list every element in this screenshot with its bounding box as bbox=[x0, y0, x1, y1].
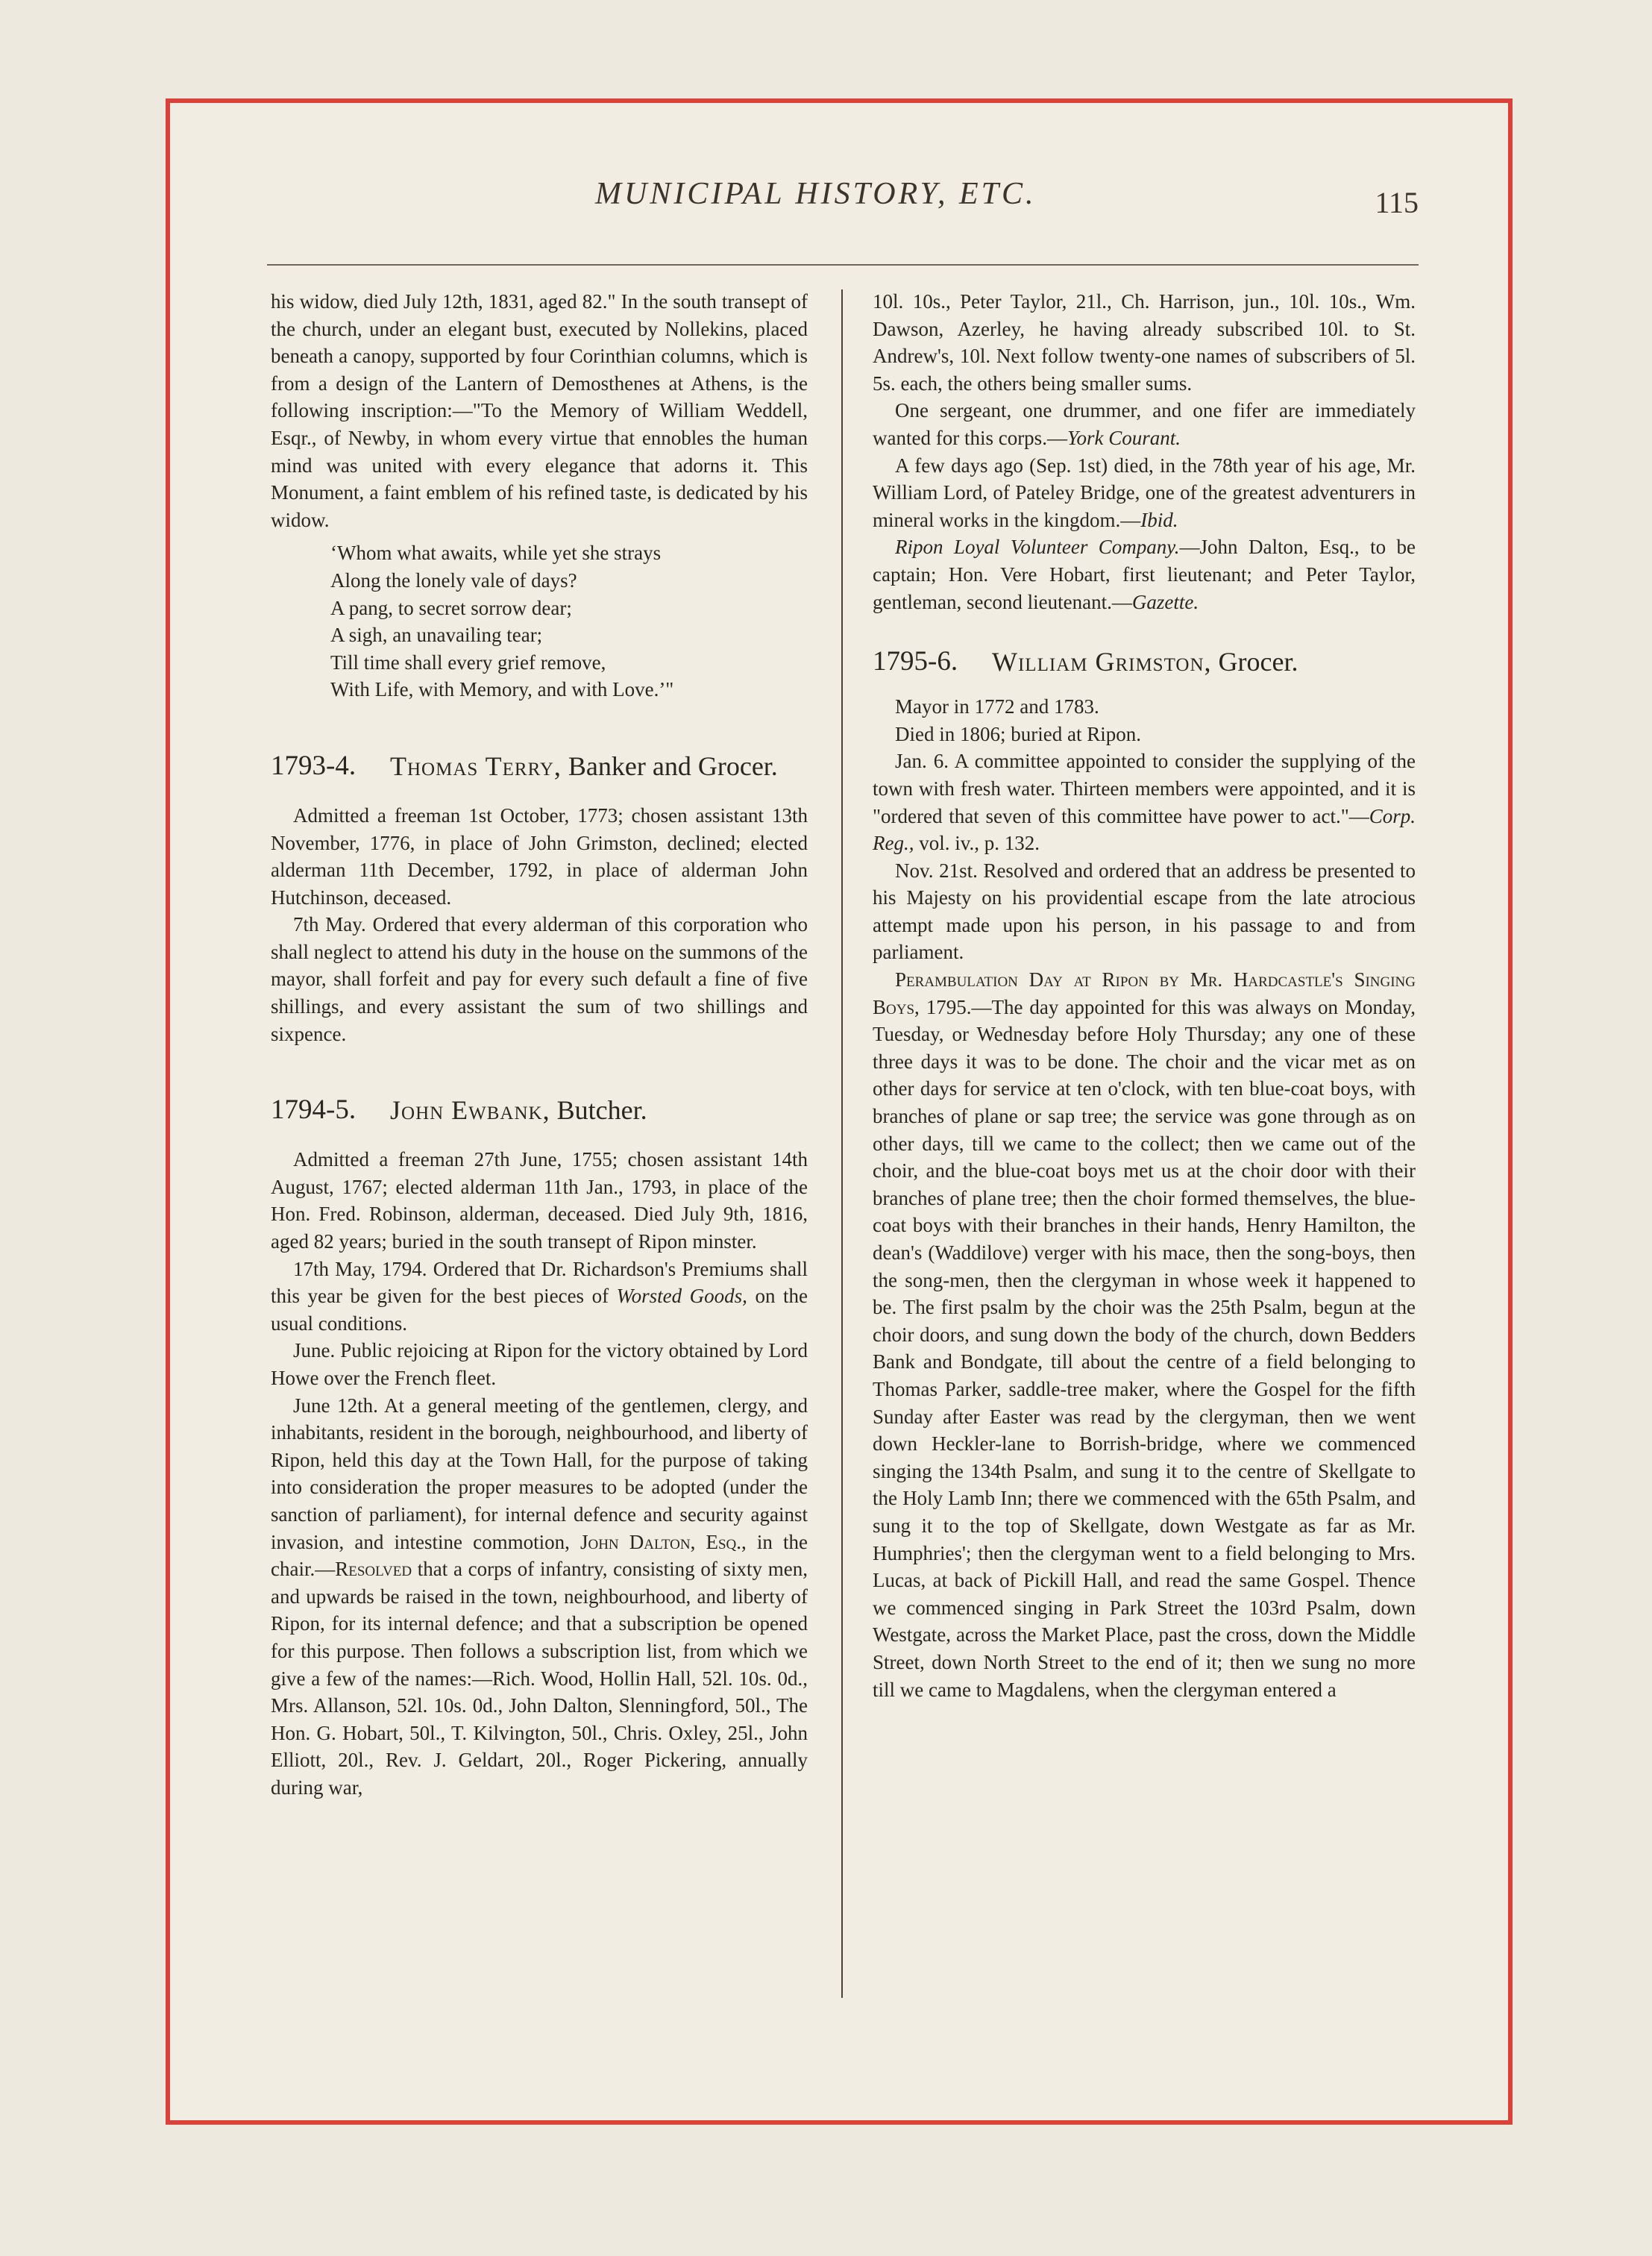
mayor-surname: William Grimston, bbox=[992, 647, 1212, 677]
source-citation: York Courant. bbox=[1067, 426, 1181, 449]
poem-line: With Life, with Memory, and with Love.’" bbox=[330, 678, 674, 701]
mayor-trade: Grocer. bbox=[1218, 647, 1298, 677]
header-rule bbox=[267, 264, 1419, 266]
mayor-surname: Thomas Terry, bbox=[390, 751, 562, 781]
page-number: 115 bbox=[1375, 186, 1419, 219]
paragraph: Nov. 21st. Resolved and ordered that an address be presented to his Majesty on his providential escape from the late atrocious attempt made upon his person, in his passage to and from parliament. bbox=[873, 859, 1416, 964]
mayor-name bbox=[390, 1094, 647, 1127]
text-run: One sergeant, one drummer, and one fifer are immediately wanted for this corps.— bbox=[873, 399, 1416, 449]
text-run: 1795.—The day appointed for this was always on Monday, Tuesday, or Wednesday before Holy Thursday; any one of these three days it was to be done. The choir and the vicar met as on other days for service at ten o'clock, with ten blue-coat boys, with branches of plane or sap tree; the service was gone through as on other days, till we came to the collect; then we came out of the choir, and the blue-coat boys met us at the choir door with their branches of plane tree; then the choir formed themselves, the blue-coat boys with their branches in their hands, Henry Hamilton, the dean's (Waddilove) verger with his mace, then the song-boys, then the song-men, then the clergyman in whose week it happened to be. The first psalm by the choir was the 25th Psalm, begun at the choir doors, and sung down the body of the church, down Bedders Bank and Bondgate, till about the centre of a field belonging to Thomas Parker, saddle-tree maker, where the Gospel for the fifth Sunday after Easter was read by the clergyman, then we went down Heckler-lane to Borrish-bridge, where we commenced singing the 134th Psalm, and sung it to the centre of Skellgate to the Holy Lamb Inn; there we commenced with the 65th Psalm, and sung it to the top of Skellgate, down Westgate as far as Mr. Humphries'; then the clergyman went to a field belonging to Mrs. Lucas, at back of Pickill Hall, and read the same Gospel. Thence we commenced singing in Park Street the 103rd Psalm, down Westgate, across the Market Place, past the cross, down the Middle Street, down North Street to the end of it; then we sung no more till we came to Magdalens, when the clergyman entered a bbox=[873, 995, 1416, 1701]
italic-text: Worsted Goods, bbox=[616, 1285, 747, 1308]
paragraph bbox=[873, 397, 1416, 451]
source-citation: Corp. Reg., bbox=[873, 804, 1416, 855]
text-run: on the usual conditions. bbox=[271, 1285, 808, 1335]
mayor-name bbox=[992, 645, 1298, 678]
paragraph: 10l. 10s., Peter Taylor, 21l., Ch. Harrison, jun., 10l. 10s., Wm. Dawson, Azerley, he having already subscribed 10l. to St. Andrew's, 10l. Next follow twenty-one names of subscribers of 5l. 5s. each, the others being smaller sums. bbox=[873, 290, 1416, 395]
poem-line: Along the lonely vale of days? bbox=[330, 568, 577, 592]
paragraph: Admitted a freeman 27th June, 1755; chosen assistant 14th August, 1767; elected alderman 11th Jan., 1793, in place of the Hon. Fred. Robinson, alderman, deceased. Died July 9th, 1816, aged 82 years; buried in the south transept of Ripon minster. bbox=[271, 1148, 808, 1253]
italic-text: Ripon Loyal Volunteer Company. bbox=[895, 536, 1180, 559]
source-citation: Ibid. bbox=[1140, 508, 1178, 531]
entry-year: 1795-6. bbox=[873, 646, 958, 677]
entry-year: 1793-4. bbox=[271, 750, 357, 781]
text-run: A few days ago (Sep. 1st) died, in the 78th year of his age, Mr. William Lord, of Pateley Bridge, one of the greatest adventurers in mineral works in the kingdom.— bbox=[873, 454, 1416, 531]
poem-line: ‘Whom what awaits, while yet she strays bbox=[330, 542, 662, 565]
paragraph: Mayor in 1772 and 1783. bbox=[895, 695, 1099, 718]
mayor-entry-heading bbox=[271, 750, 808, 783]
left-column bbox=[271, 288, 808, 1802]
text-run: Jan. 6. A committee appointed to consider the supplying of the town with fresh water. Thirteen members were appointed, and it is "ordered that seven of this committee have power to act."— bbox=[873, 750, 1416, 827]
paragraph: Admitted a freeman 1st October, 1773; chosen assistant 13th November, 1776, in place of John Grimston, declined; elected alderman 11th December, 1792, in place of alderman John Hutchinson, deceased. bbox=[271, 803, 808, 909]
mayor-entry-heading bbox=[873, 645, 1416, 678]
running-title: MUNICIPAL HISTORY, ETC. bbox=[595, 177, 1037, 211]
mayor-trade: Butcher. bbox=[556, 1095, 647, 1126]
text-run: in the chair.— bbox=[271, 1530, 808, 1581]
text-run: —John Dalton, Esq., to be captain; Hon. Vere Hobart, first lieutenant; and Peter Taylor, gentleman, second lieutenant.— bbox=[873, 536, 1416, 613]
paragraph: Died in 1806; buried at Ripon. bbox=[895, 722, 1141, 745]
text-run: June 12th. At a general meeting of the gentlemen, clergy, and inhabitants, resident in the borough, neighbourhood, and liberty of Ripon, held this day at the Town Hall, for the purpose of taking into consideration the proper measures to be adopted (under the sanction of parliament), for internal defence and security against invasion, and intestine commotion, bbox=[271, 1394, 808, 1553]
paragraph bbox=[271, 1392, 808, 1802]
source-citation: Gazette. bbox=[1131, 590, 1199, 613]
text-run: vol. iv., p. 132. bbox=[914, 832, 1040, 855]
mayor-entry-heading bbox=[271, 1094, 808, 1127]
right-column bbox=[873, 288, 1416, 1703]
column-divider bbox=[841, 289, 843, 1998]
paragraph: his widow, died July 12th, 1831, aged 82." In the south transept of the church, under an elegant bust, executed by Nollekins, placed beneath a canopy, supported by four Corinthian columns, which is from a design of the Lantern of Demosthenes at Athens, is the following inscription:—"To the Memory of William Weddell, Esqr., of Newby, in whom every virtue that ennobles the human mind was united with every elegance that adorns it. This Monument, a faint emblem of his refined taste, is dedicated by his widow. bbox=[271, 290, 808, 531]
paragraph bbox=[873, 966, 1416, 1703]
paragraph bbox=[271, 1256, 808, 1338]
small-caps-text: Perambulation Day at Ripon by Mr. Hardcastle's Singing Boys, bbox=[873, 968, 1416, 1018]
mayor-surname: John Ewbank, bbox=[390, 1095, 550, 1126]
entry-year: 1794-5. bbox=[271, 1094, 357, 1126]
small-caps-text: John Dalton, Esq., bbox=[580, 1530, 747, 1553]
poem-line: A sigh, an unavailing tear; bbox=[330, 624, 543, 647]
text-run: 17th May, 1794. Ordered that Dr. Richardson's Premiums shall this year be given for the best pieces of bbox=[271, 1257, 808, 1308]
inscription-poem bbox=[330, 539, 808, 704]
paragraph bbox=[873, 533, 1416, 615]
paragraph bbox=[873, 748, 1416, 856]
page-border bbox=[166, 98, 1513, 2125]
small-caps-text: Resolved bbox=[335, 1558, 412, 1581]
mayor-trade: Banker and Grocer. bbox=[568, 751, 778, 781]
paragraph: 7th May. Ordered that every alderman of this corporation who shall neglect to attend his duty in the house on the summons of the mayor, shall forfeit and pay for every such default a fine of five shillings, and every assistant the sum of two shillings and sixpence. bbox=[271, 913, 808, 1045]
running-head bbox=[170, 176, 1508, 221]
paragraph: June. Public rejoicing at Ripon for the victory obtained by Lord Howe over the French fleet. bbox=[271, 1339, 808, 1389]
mayor-name bbox=[390, 750, 778, 783]
text-run: that a corps of infantry, consisting of sixty men, and upwards be raised in the town, neighbourhood, and liberty of Ripon, for its internal defence; and that a subscription be opened for this purpose. Then follows a subscription list, from which we give a few of the names:—Rich. Wood, Hollin Hall, 52l. 10s. 0d., Mrs. Allanson, 52l. 10s. 0d., John Dalton, Slenningford, 50l., The Hon. G. Hobart, 50l., T. Kilvington, 50l., Chris. Oxley, 25l., John Elliott, 20l., Rev. J. Geldart, 20l., Roger Pickering, annually during war, bbox=[271, 1558, 808, 1799]
poem-line: A pang, to secret sorrow dear; bbox=[330, 596, 572, 619]
paragraph bbox=[873, 452, 1416, 534]
poem-line: Till time shall every grief remove, bbox=[330, 651, 606, 674]
